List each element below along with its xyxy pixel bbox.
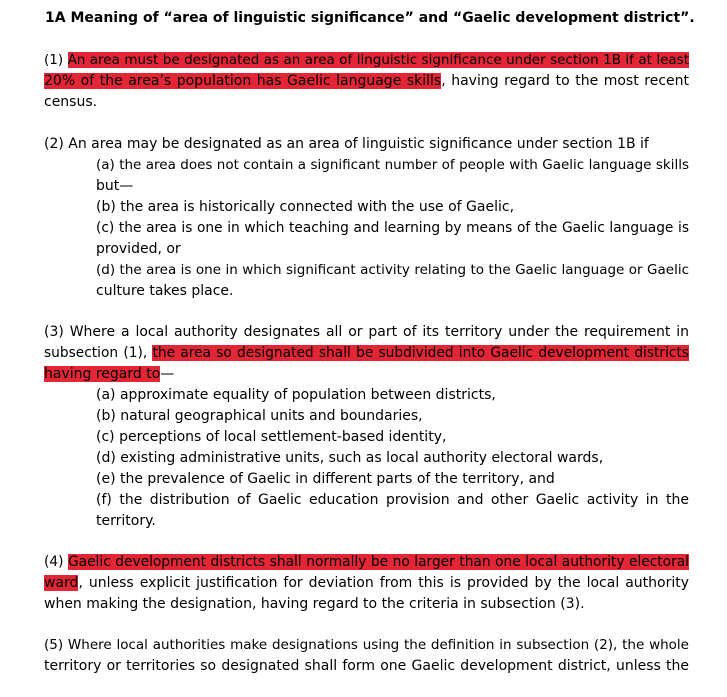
para-2-item-c-line-1: (c) the area is one in which teaching and learning by means of the Gaelic language is	[96, 220, 689, 236]
para-3-line-2	[44, 343, 689, 364]
para-3-highlight-1: the area so designated shall be subdivided into Gaelic development districts	[152, 345, 690, 361]
para-4-line-1	[44, 552, 689, 573]
para-4-line-3: when making the designation, having regard to the criteria in subsection (3).	[44, 596, 585, 612]
para-3-item-f-line-2: territory.	[96, 513, 156, 529]
para-1-line-1	[44, 50, 689, 71]
para-2-item-b: (b) the area is historically connected with the use of Gaelic,	[96, 199, 515, 215]
para-1-number: (1)	[44, 52, 68, 68]
para-2-intro: (2) An area may be designated as an area of linguistic significance under section 1B if	[44, 136, 649, 152]
para-3-line-3	[44, 364, 689, 385]
para-4-line-2	[44, 573, 689, 594]
para-2-item-d-line-2: culture takes place.	[96, 283, 234, 299]
para-2-item-c-line-2: provided, or	[96, 241, 181, 257]
para-3-item-e: (e) the prevalence of Gaelic in different parts of the territory, and	[96, 471, 555, 487]
para-4-highlight-2: ward	[44, 575, 79, 591]
para-4-highlight-1: Gaelic development districts shall normally be no larger than one local authority electoral	[68, 554, 689, 570]
para-3-text: subsection (1),	[44, 345, 153, 361]
para-3-line-1: (3) Where a local authority designates all or part of its territory under the requirement in	[44, 324, 689, 340]
para-3-item-b: (b) natural geographical units and boundaries,	[96, 408, 423, 424]
para-4-number: (4)	[44, 554, 69, 570]
para-1-highlight-1: An area must be designated as an area of linguistic significance under section 1B if at least	[67, 52, 689, 68]
para-2-item-a-line-1: (a) the area does not contain a significant number of people with Gaelic language skills	[96, 157, 689, 173]
para-3-dash: —	[160, 366, 175, 382]
para-5-line-1: (5) Where local authorities make designations using the definition in subsection (2), the whole	[44, 637, 689, 653]
para-3-item-c: (c) perceptions of local settlement-based identity,	[96, 429, 447, 445]
section-heading: 1A Meaning of “area of linguistic significance” and “Gaelic development district”.	[45, 10, 695, 26]
para-2-item-a-line-2: but—	[96, 178, 134, 194]
para-1-line-2	[44, 71, 689, 92]
para-3-item-f-line-1: (f) the distribution of Gaelic education provision and other Gaelic activity in the	[96, 492, 689, 508]
para-3-item-d: (d) existing administrative units, such as local authority electoral wards,	[96, 450, 604, 466]
para-1-text: , having regard to the most recent	[441, 73, 689, 89]
para-4-text: , unless explicit justification for deviation from this is provided by the local authority	[78, 575, 689, 591]
para-1-highlight-2: 20% of the area’s population has Gaelic language skills	[44, 73, 442, 89]
para-1-line-3: census.	[44, 94, 98, 110]
para-5-line-2: territory or territories so designated shall form one Gaelic development district, unless the	[44, 658, 689, 674]
para-3-highlight-2: having regard to	[44, 366, 161, 382]
para-3-item-a: (a) approximate equality of population between districts,	[96, 387, 496, 403]
para-2-item-d-line-1: (d) the area is one in which significant activity relating to the Gaelic language or Gaelic	[96, 262, 689, 278]
